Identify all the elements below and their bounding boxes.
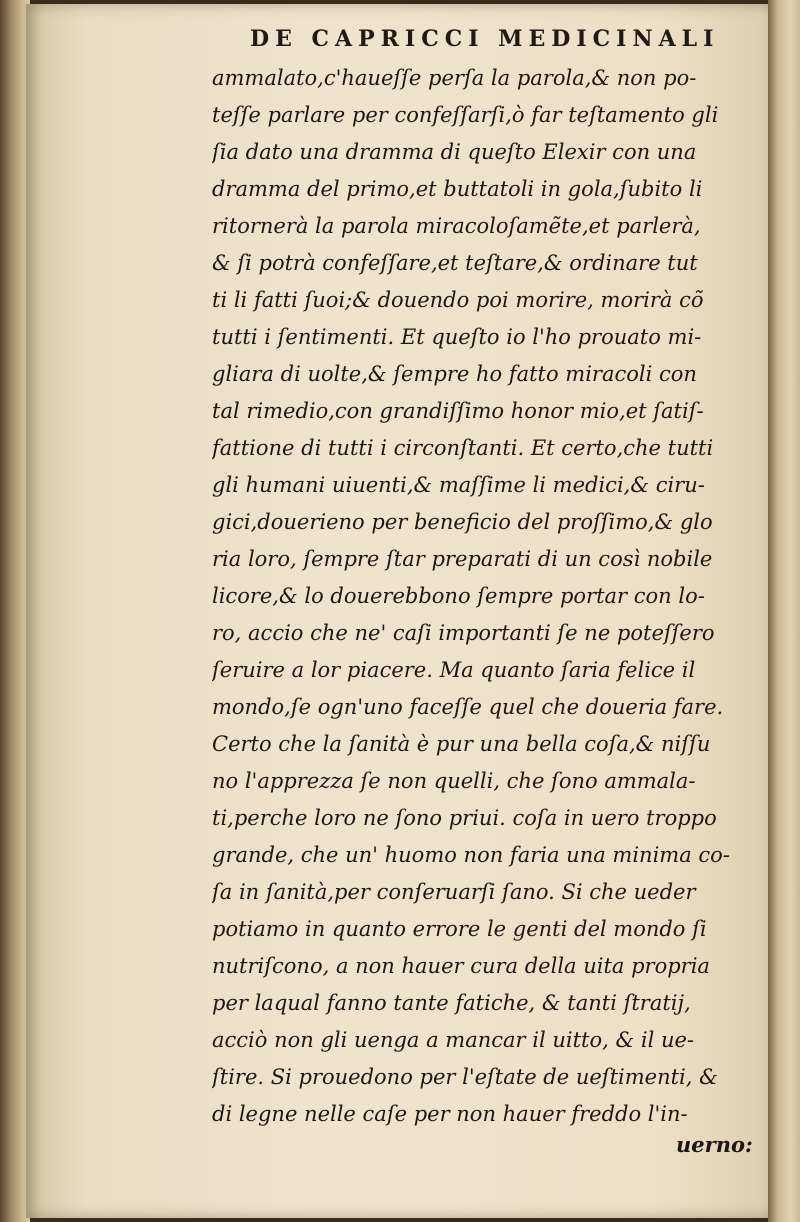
text-line: no l'apprezza ſe non quelli, che ſono ammala- (212, 769, 696, 793)
text-line: ſa in ſanità,per conſeruarſi ſano. Si che ueder (212, 880, 696, 904)
text-line: nutriſcono, a non hauer cura della uita propria (212, 954, 710, 978)
body-text (212, 60, 772, 1180)
text-line: per laqual fanno tante fatiche, & tanti ſtratij, (212, 991, 691, 1015)
text-line: ria loro, ſempre ſtar preparati di un così nobile (212, 547, 713, 571)
text-line: teſſe parlare per confeſſarſi,ò far teſtamento gli (212, 103, 719, 127)
text-line: mondo,ſe ogn'uno faceſſe quel che doueria fare. (212, 695, 724, 719)
next-page-edge (768, 0, 800, 1222)
text-line: ti,perche loro ne ſono priui. coſa in uero troppo (212, 806, 717, 830)
text-line: ti li fatti ſuoi;& douendo poi morire, morirà cõ (212, 288, 704, 312)
text-line: ro, accio che ne' caſi importanti ſe ne poteſſero (212, 621, 715, 645)
text-line: gliara di uolte,& ſempre ho fatto miracoli con (212, 362, 697, 386)
text-line: & ſi potrà confeſſare,et teſtare,& ordinare tut (212, 251, 698, 275)
text-line: ammalato,c'haueſſe perſa la parola,& non po- (212, 66, 697, 90)
text-line: potiamo in quanto errore le genti del mondo ſi (212, 917, 707, 941)
text-line: gli humani uiuenti,& maſſime li medici,& ciru- (212, 473, 705, 497)
text-line: ritornerà la parola miracoloſamẽte,et parlerà, (212, 214, 701, 238)
text-line: licore,& lo douerebbono ſempre portar con lo- (212, 584, 705, 608)
catchword: uerno: (676, 1132, 753, 1157)
text-line: ſtire. Si prouedono per l'eſtate de ueſtimenti, & (212, 1065, 718, 1089)
text-line: acciò non gli uenga a mancar il uitto, & il ue- (212, 1028, 695, 1052)
text-line: di legne nelle caſe per non hauer freddo l'in- (212, 1102, 688, 1126)
running-head: DE CAPRICCI MEDICINALI (250, 26, 720, 52)
text-line: gici,douerieno per beneficio del proſſimo,& glo (212, 510, 713, 534)
text-line: Certo che la ſanità è pur una bella coſa,& niſſu (212, 732, 711, 756)
text-line: grande, che un' huomo non faria una minima co- (212, 843, 730, 867)
text-line: tutti i ſentimenti. Et queſto io l'ho prouato mi- (212, 325, 702, 349)
text-line: ſia dato una dramma di queſto Elexir con una (212, 140, 697, 164)
text-line: ſeruire a lor piacere. Ma quanto ſaria felice il (212, 658, 696, 682)
text-line: fattione di tutti i circonſtanti. Et certo,che tutti (212, 436, 714, 460)
text-line: tal rimedio,con grandiſſimo honor mio,et ſatiſ- (212, 399, 704, 423)
text-line: dramma del primo,et buttatoli in gola,ſubito li (212, 177, 703, 201)
